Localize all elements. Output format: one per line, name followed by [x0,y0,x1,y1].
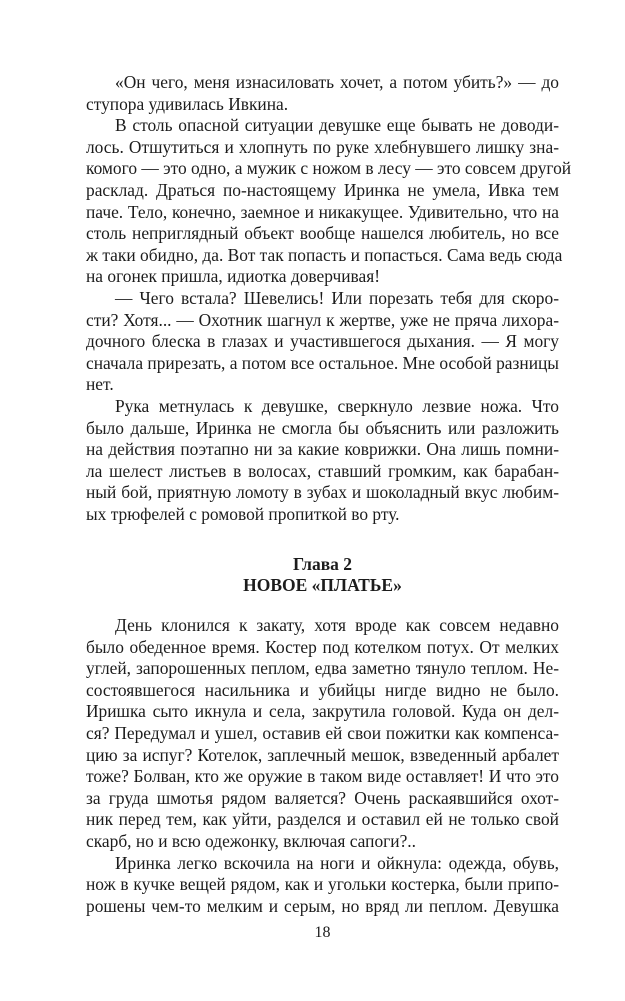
text-line: сти? Хотя... — Охотник шагнул к жертве, уже не пряча лихора- [86,309,559,330]
text-line: ник перед тем, как уйти, разделся и оставил ей не только свой [86,809,559,830]
page-number: 18 [314,924,331,941]
text-line: нож в кучке вещей рядом, как и угольки костерка, были припо- [86,874,559,895]
text-line: ж таки обидно, да. Вот так попасть и попасться. Сама ведь сюда [86,244,563,265]
text-line: ых трюфелей с ромовой пропиткой во рту. [86,504,400,524]
text-line: за груда шмотья рядом валяется? Очень раскаявшийся охот- [86,787,559,808]
text-line: дочного блеска в глазах и участившегося дыхания. — Я могу [86,331,559,352]
text-line: паче. Тело, конечно, заемное и никакущее. Удивительно, что на [86,201,559,222]
text-line: комого — это одно, а мужик с ножом в лесу — это совсем другой [86,158,572,179]
text-line: расклад. Драться по-настоящему Иринка не умела, Ивка тем [86,180,559,200]
text-line: ла шелест листьев в волосах, ставший громким, как барабан- [86,460,559,481]
text-line: на огонек пришла, идиотка доверчивая! [86,266,381,287]
text-line: ступора удивилась Ивкина. [86,93,289,114]
text-line: скарб, но и всю одежонку, включая сапоги?.. [86,831,416,851]
text-line: тоже? Болван, кто же оружие в таком виде оставляет! И что это [86,766,559,787]
text-line: столь неприглядный объект вообще нашелся любитель, но все [86,223,559,244]
text-line: на действия поэтапно ни за какие коврижки. Она лишь помни- [86,439,559,460]
text-line: В столь опасной ситуации девушке еще бывать не доводи- [115,115,559,136]
text-line: ный бой, приятную ломоту в зубах и шоколадный вкус любим- [86,482,559,503]
text-line: рошены чем-то мелким и серым, но вряд ли пеплом. Девушка [86,895,559,916]
text-line: состоявшегося насильника и убийцы нигде видно не было. [86,679,559,700]
text-line: сначала прирезать, а потом все остальное. Мне особой разницы [86,352,559,373]
text-line: ся? Передумал и ушел, оставив ей свои пожитки как компенса- [86,723,559,743]
text-line: нет. [86,374,114,395]
text-line: «Он чего, меня изнасиловать хочет, а потом убить?» — до [115,72,559,92]
text-line: было обеденное время. Костер под котелком потух. От мелких [86,636,559,657]
chapter-title: НОВОЕ «ПЛАТЬЕ» [243,575,402,595]
text-line: Иришка сыто икнула и села, закрутила головой. Куда он дел- [86,701,559,722]
text-line: Иринка легко вскочила на ноги и ойкнула: одежда, обувь, [115,852,559,873]
text-line: Рука метнулась к девушке, сверкнуло лезвие ножа. Что [115,396,559,416]
text-line: — Чего встала? Шевелись! Или порезать тебя для скоро- [115,288,559,308]
text-line: День клонился к закату, хотя вроде как совсем недавно [115,615,559,635]
text-line: углей, запорошенных пеплом, едва заметно тянуло теплом. Не- [86,658,559,679]
text-line: лось. Отшутиться и хлопнуть по руке хлебнувшего лишку зна- [86,136,559,157]
text-line: цию за испуг? Котелок, заплечный мешок, взведенный арбалет [86,744,559,765]
text-line: было дальше, Иринка не смогла бы объяснить или разложить [86,417,559,438]
chapter-number: Глава 2 [292,554,353,574]
